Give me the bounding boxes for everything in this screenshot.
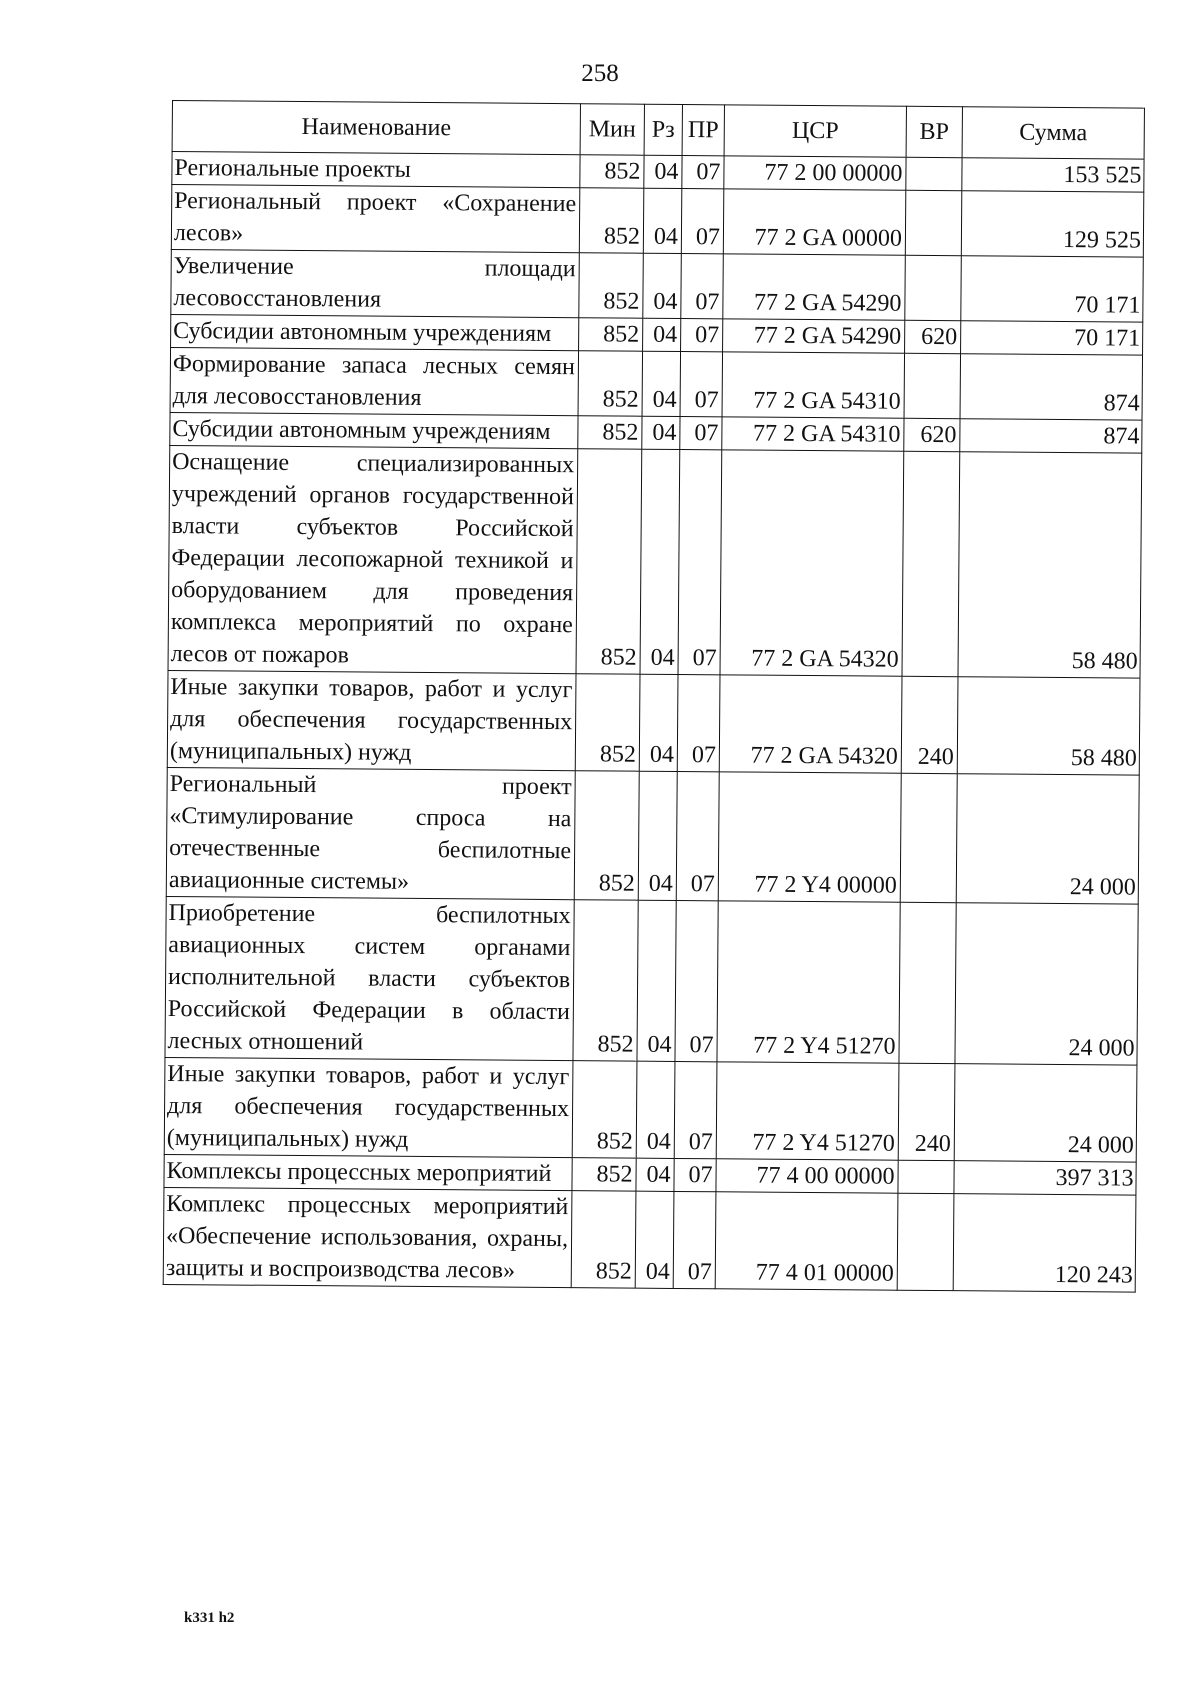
row-pr: 07: [681, 189, 724, 254]
table-header-row: [172, 101, 1144, 160]
row-vr: [905, 255, 962, 320]
row-name: Региональные проекты: [172, 152, 580, 188]
row-csr: 77 2 GA 54310: [722, 352, 905, 418]
table-row: [171, 249, 1143, 322]
row-sum: 24 000: [954, 1064, 1137, 1162]
header-rz: Рз: [644, 104, 682, 155]
row-rz: 04: [642, 351, 681, 416]
row-min: 852: [571, 1191, 636, 1288]
row-name: Увеличение площади лесовосстановления: [171, 249, 579, 317]
row-csr: 77 4 01 00000: [715, 1192, 898, 1290]
table-row: [167, 670, 1140, 775]
row-pr: 07: [682, 156, 724, 189]
row-vr: [906, 157, 962, 190]
row-min: 852: [578, 416, 642, 450]
row-csr: 77 2 GA 54310: [722, 417, 904, 451]
row-rz: 04: [636, 1158, 674, 1191]
row-vr: [899, 902, 956, 1063]
row-sum: 70 171: [961, 321, 1143, 355]
table-row: [168, 445, 1142, 678]
row-pr: 07: [681, 319, 723, 352]
row-vr: 240: [898, 1063, 955, 1160]
row-csr: 77 2 Y4 51270: [717, 901, 900, 1063]
header-vr: ВР: [906, 106, 962, 157]
row-name: Региональный проект «Стимулирование спроса на отечественные беспилотные авиационные системы»: [166, 767, 575, 899]
page-number: 258: [581, 60, 619, 87]
row-name: Региональный проект «Сохранение лесов»: [171, 185, 579, 253]
row-pr: 07: [677, 674, 720, 771]
row-vr: [900, 773, 957, 902]
row-min: 852: [579, 188, 644, 254]
row-min: 852: [579, 318, 643, 352]
row-name: Приобретение беспилотных авиационных систем органами исполнительной власти субъектов Российской Федерации в области лесных отношений: [165, 896, 574, 1060]
row-min: 852: [579, 253, 644, 319]
row-vr: 240: [901, 676, 958, 773]
row-rz: 04: [643, 253, 682, 318]
row-name: Иные закупки товаров, работ и услуг для обеспечения государственных (муниципальных) нужд: [164, 1057, 573, 1157]
row-name: Формирование запаса лесных семян для лесовосстановления: [170, 347, 578, 415]
row-sum: 129 525: [961, 191, 1144, 257]
row-pr: 07: [675, 900, 718, 1061]
table-row: [171, 185, 1143, 258]
row-min: 852: [576, 449, 642, 674]
row-pr: 07: [678, 449, 722, 674]
row-rz: 04: [644, 155, 682, 188]
header-pr: ПР: [682, 105, 724, 156]
table-row: [166, 767, 1139, 904]
header-sum: Сумма: [962, 107, 1144, 159]
row-csr: 77 2 GA 54320: [720, 450, 904, 676]
row-rz: 04: [638, 771, 677, 900]
row-min: 852: [578, 351, 643, 417]
row-csr: 77 2 GA 00000: [723, 189, 906, 255]
row-name: Оснащение специализированных учреждений органов государственной власти субъектов Российской Федерации лесопожарной техникой и оборудованием для проведения комплекса мероприятий по охране лесов от пожаров: [168, 445, 578, 673]
row-csr: 77 2 GA 54320: [719, 675, 902, 773]
row-pr: 07: [680, 352, 723, 417]
row-pr: 07: [674, 1158, 716, 1191]
row-rz: 04: [637, 900, 676, 1061]
row-pr: 07: [676, 771, 719, 900]
row-vr: [897, 1193, 954, 1290]
row-name: Субсидии автономным учреждениям: [170, 412, 578, 448]
row-rz: 04: [636, 1061, 675, 1158]
row-sum: 120 243: [953, 1194, 1136, 1292]
row-min: 852: [573, 900, 638, 1061]
row-min: 852: [574, 771, 639, 900]
table-row: [165, 896, 1138, 1065]
row-csr: 77 2 GA 54290: [723, 254, 906, 320]
row-vr: [902, 451, 960, 676]
row-vr: [898, 1160, 954, 1193]
header-csr: ЦСР: [724, 105, 906, 157]
row-name: Субсидии автономным учреждениям: [171, 314, 579, 350]
row-sum: 58 480: [957, 677, 1140, 775]
row-csr: 77 2 Y4 51270: [716, 1062, 899, 1160]
row-sum: 397 313: [954, 1161, 1136, 1195]
table-row: [163, 1187, 1136, 1292]
row-csr: 77 4 00 00000: [716, 1159, 898, 1193]
row-rz: 04: [635, 1191, 674, 1288]
table-row: [164, 1057, 1137, 1162]
row-sum: 874: [960, 354, 1143, 420]
row-name: Иные закупки товаров, работ и услуг для обеспечения государственных (муниципальных) нужд: [167, 670, 576, 770]
row-pr: 07: [680, 416, 722, 449]
row-min: 852: [572, 1061, 637, 1158]
budget-table: [163, 100, 1145, 1293]
header-name: Наименование: [172, 101, 580, 155]
row-sum: 24 000: [955, 903, 1138, 1065]
budget-table-wrapper: [163, 100, 1144, 1293]
row-sum: 70 171: [961, 256, 1144, 322]
row-rz: 04: [639, 674, 678, 771]
row-sum: 24 000: [956, 774, 1139, 904]
row-vr: 620: [905, 320, 961, 353]
row-vr: [904, 353, 961, 418]
header-min: Мин: [580, 104, 644, 156]
row-pr: 07: [673, 1191, 716, 1288]
row-min: 852: [575, 674, 640, 771]
row-sum: 58 480: [958, 452, 1142, 678]
table-row: [170, 347, 1142, 420]
row-sum: 874: [960, 419, 1142, 453]
footer-code: k331 h2: [184, 1610, 235, 1626]
row-vr: [905, 190, 962, 255]
row-csr: 77 2 00 00000: [724, 156, 906, 190]
row-sum: 153 525: [962, 158, 1144, 192]
row-min: 852: [580, 155, 644, 189]
row-pr: 07: [674, 1061, 717, 1158]
row-rz: 04: [640, 449, 680, 674]
row-rz: 04: [642, 416, 680, 449]
row-name: Комплексы процессных мероприятий: [164, 1154, 572, 1190]
row-pr: 07: [681, 254, 724, 319]
row-name: Комплекс процессных мероприятий «Обеспечение использования, охраны, защиты и воспроизводства лесов»: [163, 1187, 572, 1287]
row-csr: 77 2 Y4 00000: [718, 772, 901, 902]
table-body: [163, 152, 1144, 1293]
row-min: 852: [572, 1158, 636, 1192]
row-rz: 04: [643, 188, 682, 253]
row-csr: 77 2 GA 54290: [723, 319, 905, 353]
row-rz: 04: [643, 318, 681, 351]
row-vr: 620: [904, 418, 960, 451]
